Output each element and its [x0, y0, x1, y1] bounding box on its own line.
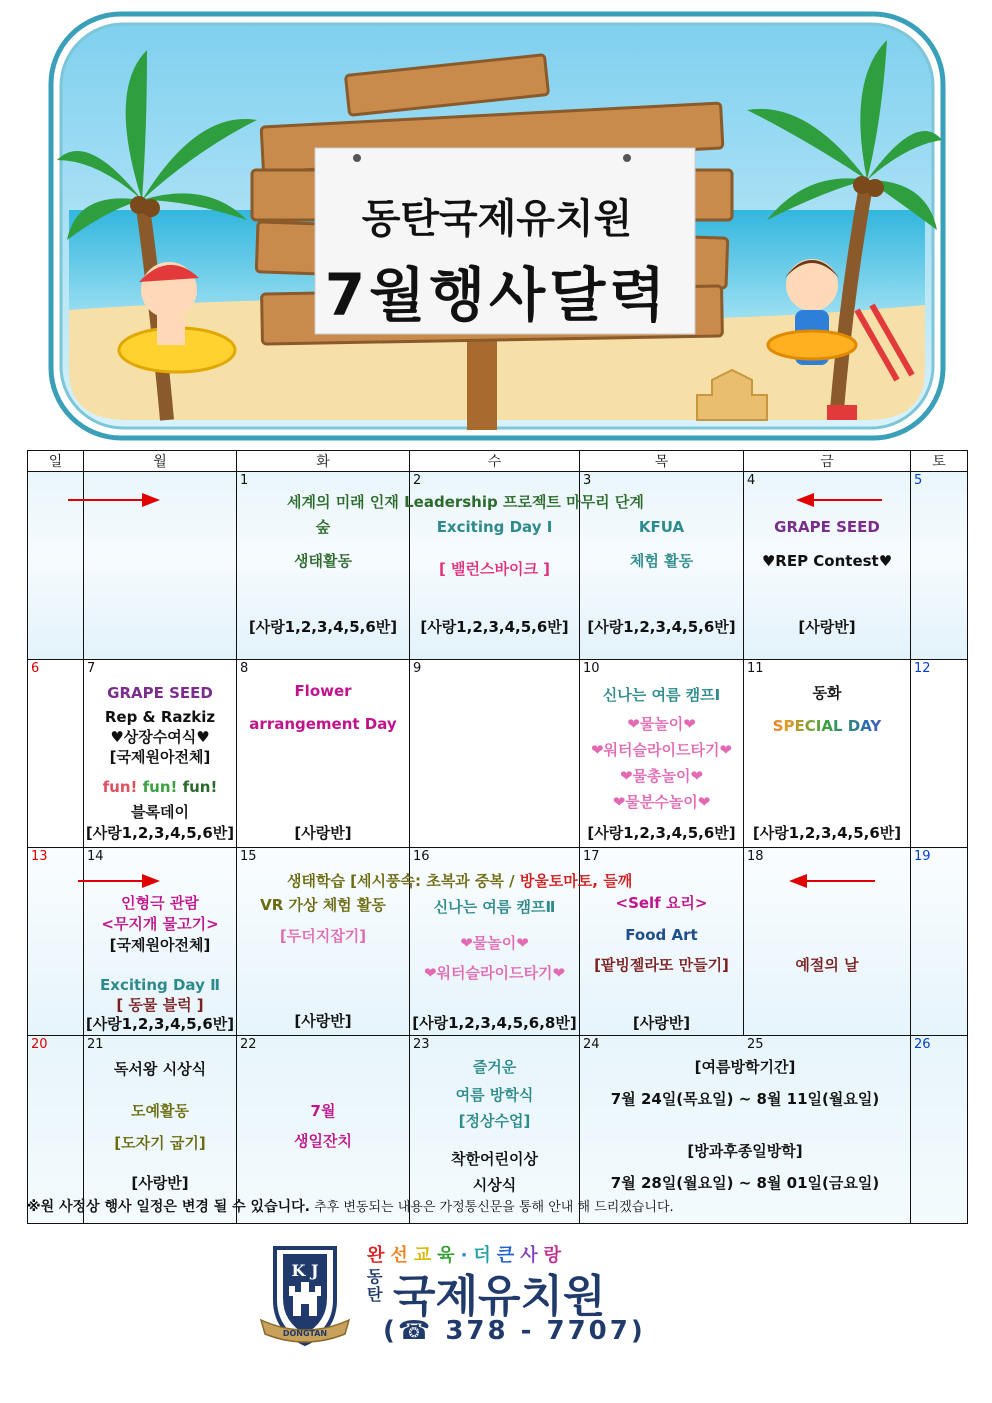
ecology-study-banner [287, 870, 632, 891]
day-cell-5 [911, 472, 968, 660]
day-number: 18 [747, 849, 764, 864]
event-group: [사랑1,2,3,4,5,6반] [85, 1015, 235, 1033]
event-group: [국제원아전체] [109, 936, 211, 954]
event-detail: ❤물놀이❤ [627, 715, 696, 733]
event-title: 시상식 [472, 1176, 517, 1194]
day-cell-9 [410, 660, 580, 848]
week-row-3 [28, 848, 968, 1036]
event-title: 숲 [315, 518, 331, 536]
week-row-1 [28, 472, 968, 660]
event-calendar [27, 450, 968, 1224]
event-title: 동화 [812, 684, 842, 702]
event-group: [사랑1,2,3,4,5,6,8반] [412, 1014, 577, 1032]
event-detail: [도자기 굽기] [114, 1134, 206, 1152]
weekday-header [28, 451, 968, 472]
event-title: 7월 [310, 1102, 336, 1120]
event-detail: [ 동물 블럭 ] [116, 996, 204, 1014]
event-group: [사랑1,2,3,4,5,6반] [587, 618, 736, 636]
day-cell-14 [84, 848, 237, 1036]
vacation-period: 7월 24일(목요일) ~ 8월 11일(월요일) [610, 1090, 880, 1108]
day-cell-12 [911, 660, 968, 848]
event-group: [사랑1,2,3,4,5,6반] [420, 618, 569, 636]
event-group: [사랑1,2,3,4,5,6반] [85, 824, 235, 842]
weekday-fri: 금 [744, 451, 911, 472]
event-title: 예절의 날 [795, 956, 859, 974]
arrow-left-icon [796, 492, 886, 508]
vacation-title: [여름방학기간] [694, 1058, 796, 1076]
event-title: 인형극 관람 [121, 894, 199, 912]
event-group: [사랑반] [798, 618, 856, 636]
day-number: 1 [240, 473, 249, 488]
event-title: 착한어린이상 [451, 1150, 538, 1168]
slogan-char: 랑 [543, 1245, 567, 1266]
event-detail: Food Art [625, 926, 698, 944]
event-detail: ❤물놀이❤ [460, 934, 529, 952]
day-number: 19 [914, 849, 931, 864]
weekday-mon: 월 [84, 451, 237, 472]
phone-number: (☎ 378 - 7707) [383, 1316, 646, 1346]
afterschool-title: [방과후종일방학] [687, 1142, 803, 1160]
event-title: 신나는 여름 캠프Ⅰ [602, 686, 721, 704]
footer-logo [255, 1240, 735, 1350]
weekday-tue: 화 [237, 451, 410, 472]
calendar-title: 7월행사달력 [324, 261, 670, 329]
event-detail: ❤워터슬라이드타기❤ [590, 741, 733, 759]
event-title: 블록데이 [131, 803, 189, 821]
weekday-wed: 수 [410, 451, 580, 472]
event-title: 여름 방학식 [455, 1086, 534, 1104]
crest-logo-icon [255, 1240, 355, 1350]
day-number: 20 [31, 1037, 48, 1052]
day-number: 9 [413, 661, 422, 676]
slogan-char: 더 [473, 1245, 497, 1266]
banner-text: 생태학습 [세시풍속: 초복과 중복 / [287, 872, 520, 890]
event-group: [사랑반] [632, 1014, 691, 1032]
slogan-char: 선 [390, 1245, 414, 1266]
day-number: 8 [240, 661, 249, 676]
day-number: 14 [87, 849, 104, 864]
week-row-2 [28, 660, 968, 848]
day-number: 16 [413, 849, 430, 864]
day-cell-6 [28, 660, 84, 848]
schedule-notice [27, 1196, 674, 1216]
event-title: 생태활동 [294, 552, 352, 570]
event-group: [사랑반] [294, 824, 352, 842]
event-detail: [팥빙젤라또 만들기] [594, 956, 729, 974]
day-number: 23 [413, 1037, 430, 1052]
event-detail: [두더지잡기] [279, 927, 367, 945]
event-group: [사랑1,2,3,4,5,6반] [587, 824, 736, 842]
day-number: 13 [31, 849, 48, 864]
event-title: arrangement Day [249, 715, 397, 733]
event-detail: Rep & Razkiz [104, 708, 216, 726]
day-cell-7 [84, 660, 237, 848]
arrow-right-icon [74, 873, 164, 889]
event-title: 신나는 여름 캠프Ⅱ [433, 898, 556, 916]
header-banner [47, 10, 947, 442]
event-title: Exciting Day Ⅰ [436, 518, 553, 536]
event-title: <Self 요리> [615, 894, 708, 912]
afterschool-period: 7월 28일(월요일) ~ 8월 01일(금요일) [610, 1174, 880, 1192]
day-number: 12 [914, 661, 931, 676]
day-cell-11 [744, 660, 911, 848]
day-cell-empty [84, 472, 237, 660]
event-group: [사랑1,2,3,4,5,6반] [752, 824, 902, 842]
day-number: 17 [583, 849, 600, 864]
event-group: [사랑1,2,3,4,5,6반] [248, 618, 398, 636]
fun-word: fun! [142, 778, 178, 796]
day-cell-10 [580, 660, 744, 848]
fun-word: fun! [182, 778, 218, 796]
event-title: Flower [294, 682, 352, 700]
slogan-char: · [460, 1245, 474, 1266]
day-number: 2 [413, 473, 422, 488]
day-number: 4 [747, 473, 756, 488]
slogan-char: 사 [520, 1245, 544, 1266]
day-cell-8 [237, 660, 410, 848]
event-detail: 체험 활동 [629, 552, 694, 570]
day-number: 5 [914, 473, 923, 488]
banner-text-highlight: 방울토마토, 들깨 [519, 872, 633, 890]
logo-text: DONGTAN [282, 1329, 328, 1338]
event-title: VR 가상 체험 활동 [260, 896, 386, 914]
event-title: 생일잔치 [294, 1132, 352, 1150]
event-title: Exciting Day Ⅱ [100, 976, 220, 994]
kindergarten-title: 동탄국제유치원 [361, 196, 633, 242]
slogan-char: 완 [367, 1245, 391, 1266]
day-number: 24 [583, 1037, 600, 1052]
dongtan-char: 동 [367, 1267, 383, 1286]
event-group: [사랑반] [294, 1012, 352, 1030]
kindergarten-name: 국제유치원 [393, 1271, 606, 1322]
event-title: 즐거운 [472, 1058, 517, 1076]
day-number: 22 [240, 1037, 257, 1052]
slogan-char: 큰 [496, 1245, 521, 1266]
event-detail: <무지개 물고기> [101, 915, 219, 933]
event-detail: ❤물총놀이❤ [619, 767, 704, 785]
event-detail: [정상수업] [458, 1112, 531, 1130]
weekday-sat: 토 [911, 451, 968, 472]
slogan-char: 교 [413, 1245, 438, 1266]
logo-letters: K J [291, 1261, 319, 1280]
event-title: GRAPE SEED [774, 518, 880, 536]
notice-bold: ※원 사정상 행사 일정은 변경 될 수 있습니다. [27, 1199, 310, 1215]
event-detail: ❤물분수놀이❤ [612, 793, 711, 811]
event-detail: ♥REP Contest♥ [761, 552, 893, 570]
dongtan-char: 탄 [367, 1285, 383, 1304]
event-title: 도예활동 [131, 1102, 189, 1120]
event-detail: ♥상장수여식♥ [110, 728, 210, 746]
leadership-project-banner: 세계의 미래 인재 Leadership 프로젝트 마무리 단계 [287, 493, 644, 511]
weekday-thu: 목 [580, 451, 744, 472]
day-number: 21 [87, 1037, 104, 1052]
day-number: 26 [914, 1037, 931, 1052]
fun-word: fun! [102, 778, 138, 796]
event-title: 독서왕 시상식 [113, 1060, 207, 1078]
day-number: 11 [747, 661, 764, 676]
day-cell-26 [911, 1036, 968, 1224]
day-number: 10 [583, 661, 600, 676]
slogan-char: 육 [437, 1245, 461, 1266]
event-title: KFUA [638, 518, 685, 536]
day-cell-18 [744, 848, 911, 1036]
arrow-left-icon [789, 873, 879, 889]
fun-text [84, 778, 236, 796]
day-cell-19 [911, 848, 968, 1036]
event-group: [사랑반] [131, 1174, 189, 1192]
day-number: 25 [747, 1037, 764, 1052]
event-detail: [ 밸런스바이크 ] [438, 560, 551, 578]
notice-rest: 추후 변동되는 내용은 가정통신문을 통해 안내 해 드리겠습니다. [309, 1200, 674, 1215]
day-number: 15 [240, 849, 257, 864]
event-title: GRAPE SEED [107, 684, 213, 702]
arrow-right-icon [64, 492, 164, 508]
day-number: 6 [31, 661, 40, 676]
event-detail: SPECIAL DAY [744, 717, 910, 735]
dongtan-label [367, 1268, 382, 1304]
day-number: 3 [583, 473, 592, 488]
event-detail: ❤워터슬라이드타기❤ [423, 964, 566, 982]
event-group: [국제원아전체] [109, 748, 211, 766]
day-cell-4 [744, 472, 911, 660]
day-number: 7 [87, 661, 96, 676]
weekday-sun: 일 [28, 451, 84, 472]
